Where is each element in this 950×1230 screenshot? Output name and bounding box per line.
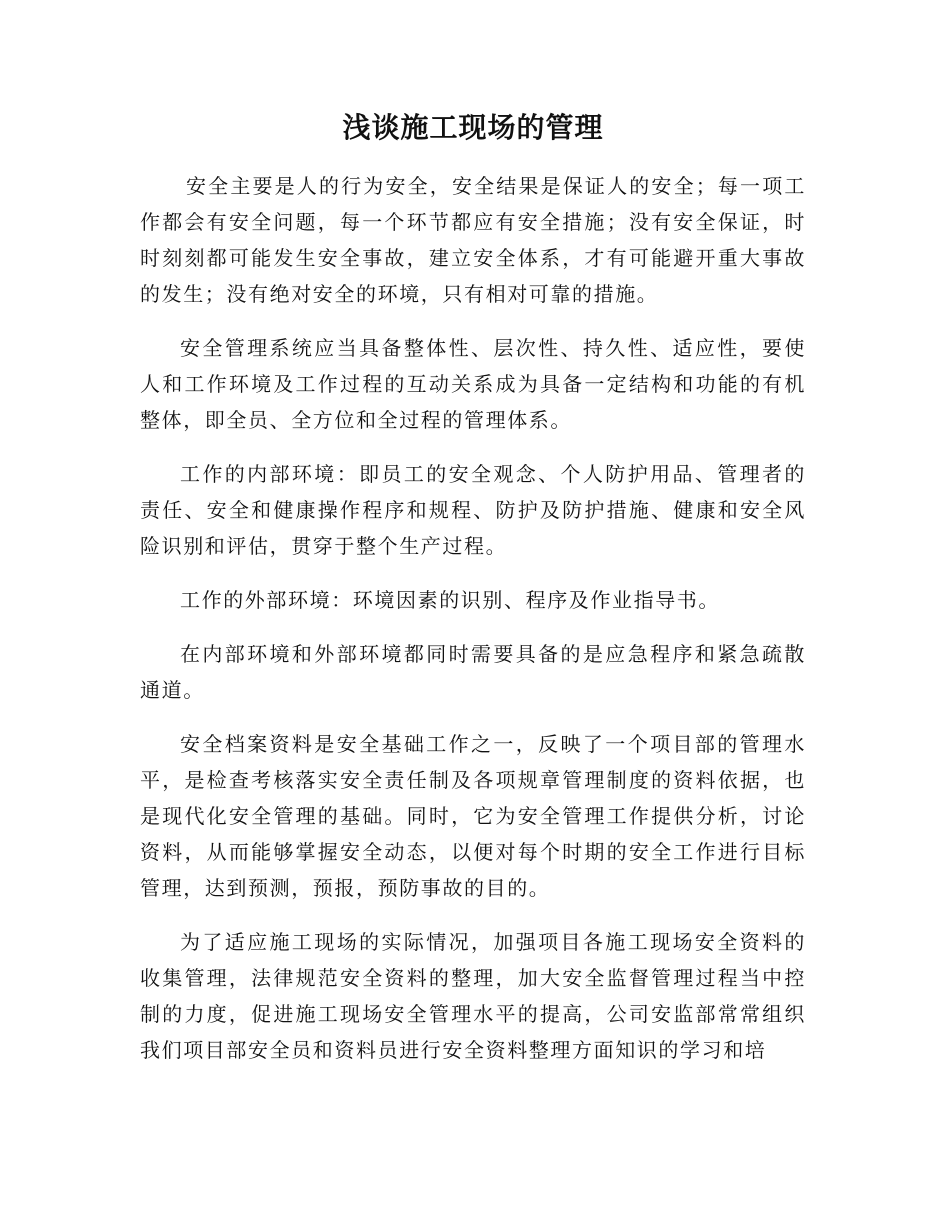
paragraph-4: 工作的外部环境：环境因素的识别、程序及作业指导书。: [180, 588, 720, 612]
paragraph-6: 安全档案资料是安全基础工作之一，反映了一个项目部的管理水平，是检查考核落实安全责任制及各项规章管理制度的资料依据，也是现代化安全管理的基础。同时，它为安全管理工作提供分析，讨论资料，从而能够掌握安全动态，以便对每个时期的安全工作进行目标管理，达到预测，预报，预防事故的目的。: [140, 732, 806, 900]
paragraph-3: 工作的内部环境：即员工的安全观念、个人防护用品、管理者的责任、安全和健康操作程序和规程、防护及防护措施、健康和安全风险识别和评估，贯穿于整个生产过程。: [140, 462, 806, 558]
paragraph-5: 在内部环境和外部环境都同时需要具备的是应急程序和紧急疏散通道。: [140, 642, 806, 702]
paragraph-1: 安全主要是人的行为安全，安全结果是保证人的安全；每一项工作都会有安全问题，每一个环节都应有安全措施；没有安全保证，时时刻刻都可能发生安全事故，建立安全体系，才有可能避开重大事故的发生；没有绝对安全的环境，只有相对可靠的措施。: [140, 174, 806, 306]
document-title: 浅谈施工现场的管理: [342, 111, 604, 144]
document-page: [140, 108, 806, 1086]
paragraph-2: 安全管理系统应当具备整体性、层次性、持久性、适应性，要使人和工作环境及工作过程的互动关系成为具备一定结构和功能的有机整体，即全员、全方位和全过程的管理体系。: [140, 336, 806, 432]
paragraph-7: 为了适应施工现场的实际情况，加强项目各施工现场安全资料的收集管理，法律规范安全资料的整理，加大安全监督管理过程当中控制的力度，促进施工现场安全管理水平的提高，公司安监部常常组织我们项目部安全员和资料员进行安全资料整理方面知识的学习和培: [140, 930, 806, 1062]
